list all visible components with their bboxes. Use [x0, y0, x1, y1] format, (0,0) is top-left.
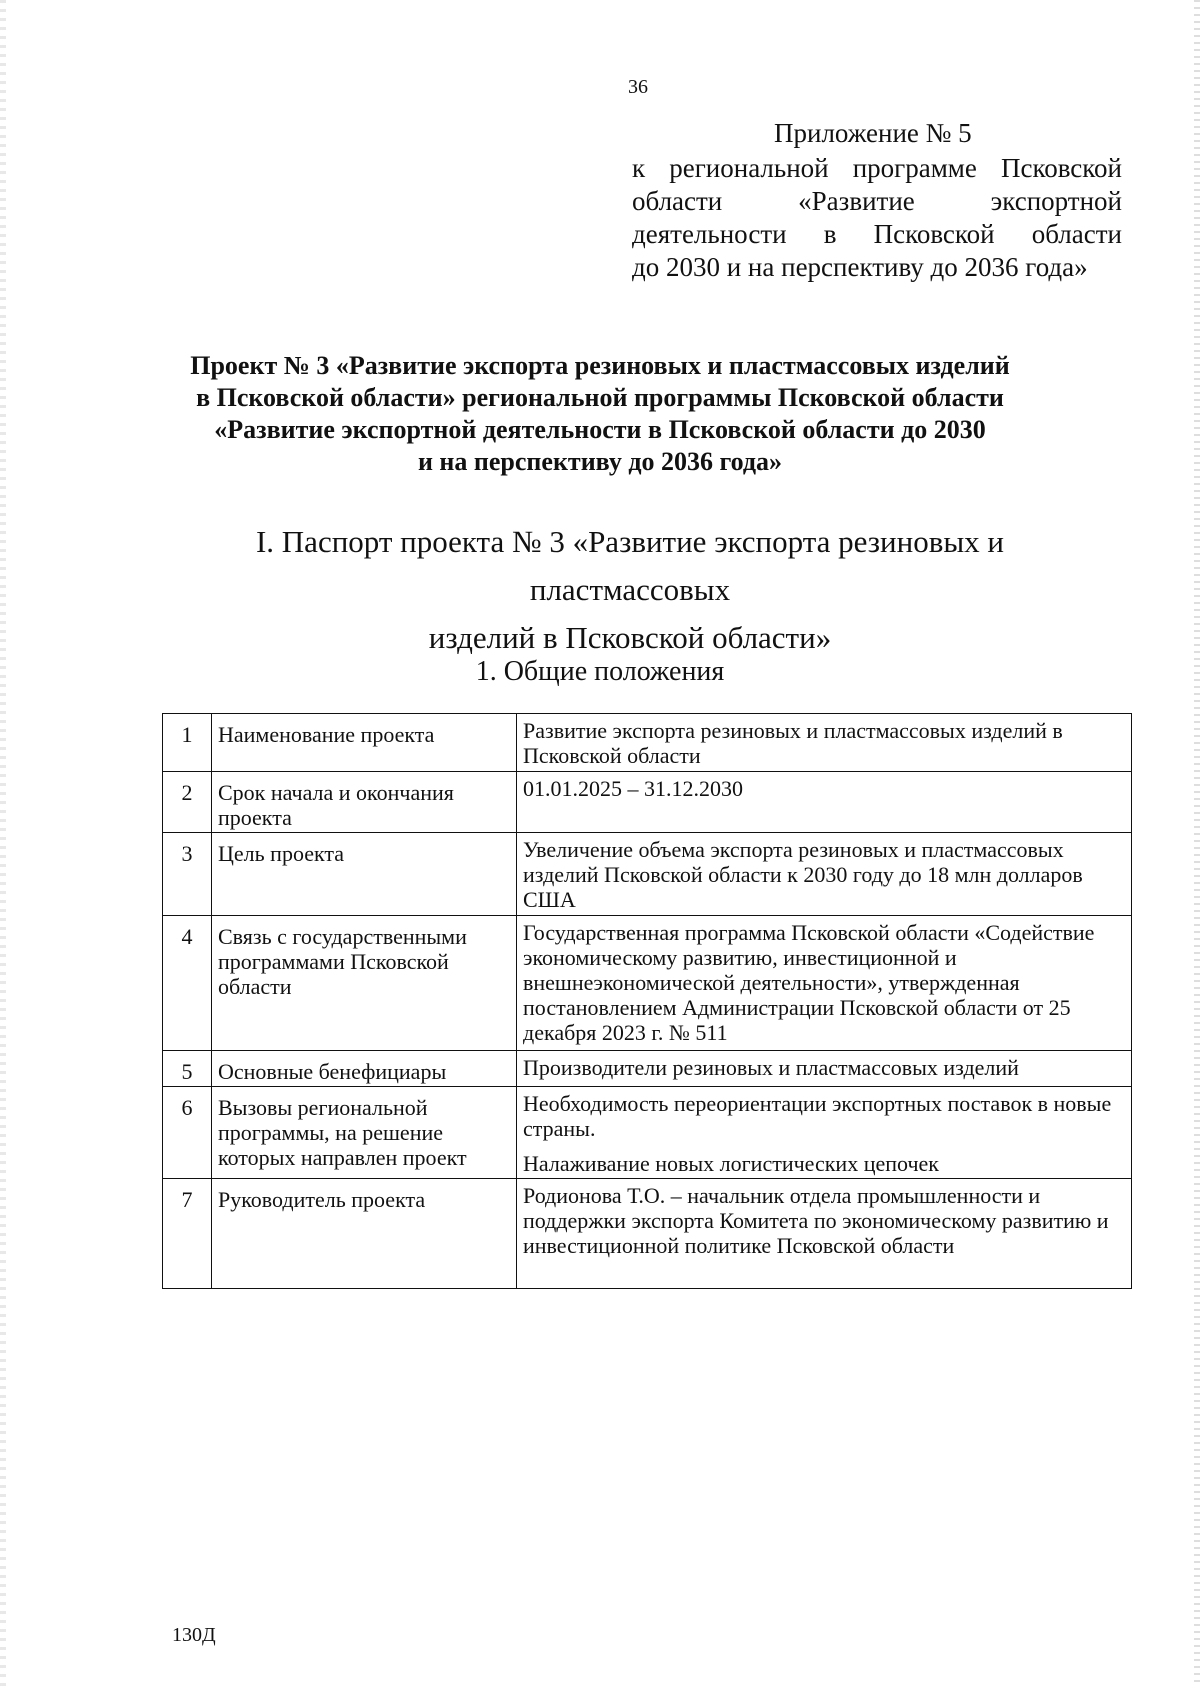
appendix-line: до 2030 и на перспективу до 2036 года»	[632, 252, 1088, 282]
scan-edge-left	[0, 0, 6, 1686]
row-label: Цель проекта	[212, 833, 517, 916]
row-label: Наименование проекта	[212, 714, 517, 772]
appendix-caption	[632, 152, 1122, 284]
row-value	[517, 772, 1132, 833]
page-number: 36	[628, 76, 648, 98]
passport-heading	[160, 518, 1100, 662]
row-value-text: Развитие экспорта резиновых и пластмассовых изделий в Псковской области	[523, 718, 1063, 768]
table-row	[163, 1051, 1132, 1087]
row-label: Срок начала и окончания проекта	[212, 772, 517, 833]
passport-heading-line: изделий в Псковской области»	[428, 620, 832, 655]
project-heading-line: и на перспективу до 2036 года»	[417, 447, 783, 476]
row-value	[517, 1051, 1132, 1087]
appendix-title: Приложение № 5	[774, 118, 972, 148]
row-value-text: Производители резиновых и пластмассовых изделий	[523, 1055, 1019, 1080]
document-code: 130Д	[172, 1624, 216, 1646]
row-value	[517, 833, 1132, 916]
appendix-line: области «Развитие экспортной	[632, 186, 1122, 216]
row-number: 7	[163, 1179, 212, 1289]
scan-edge-right	[1194, 0, 1200, 1686]
row-number: 3	[163, 833, 212, 916]
row-value-text: Налаживание новых логистических цепочек	[523, 1151, 939, 1176]
row-label: Связь с государственными программами Псковской области	[212, 916, 517, 1051]
table-row	[163, 772, 1132, 833]
row-value	[517, 1087, 1132, 1179]
project-heading-line: в Псковской области» региональной программы Псковской области	[196, 383, 1004, 412]
row-value-text: Родионова Т.О. – начальник отдела промышленности и поддержки экспорта Комитета по экономическому развитию и инвестиционной политике Псковской области	[523, 1183, 1109, 1258]
project-heading-line: Проект № 3 «Развитие экспорта резиновых и пластмассовых изделий	[190, 351, 1010, 380]
row-value	[517, 714, 1132, 772]
table-row	[163, 833, 1132, 916]
row-number: 1	[163, 714, 212, 772]
row-value-text: Государственная программа Псковской области «Содействие экономическому развитию, инвестиционной и внешнеэкономической деятельности», утвержденная постановлением Администрации Псковской области от 25 декабря 2023 г. № 511	[523, 920, 1095, 1045]
row-value	[517, 916, 1132, 1051]
appendix-line: деятельности в Псковской области	[632, 219, 1122, 249]
row-label: Основные бенефициары	[212, 1051, 517, 1087]
table-row	[163, 1179, 1132, 1289]
row-number: 2	[163, 772, 212, 833]
project-heading-line: «Развитие экспортной деятельности в Псковской области до 2030	[214, 415, 986, 444]
table-row	[163, 1087, 1132, 1179]
row-value-text: 01.01.2025 – 31.12.2030	[523, 776, 743, 801]
table-row	[163, 916, 1132, 1051]
row-value-text: Необходимость переориентации экспортных поставок в новые страны.	[523, 1091, 1112, 1141]
appendix-line: к региональной программе Псковской	[632, 153, 1122, 183]
row-number: 6	[163, 1087, 212, 1179]
table-row	[163, 714, 1132, 772]
project-heading	[150, 350, 1050, 478]
row-number: 4	[163, 916, 212, 1051]
general-provisions-table	[162, 713, 1132, 1289]
row-label: Руководитель проекта	[212, 1179, 517, 1289]
passport-heading-line: I. Паспорт проекта № 3 «Развитие экспорта резиновых и пластмассовых	[255, 524, 1005, 607]
row-number: 5	[163, 1051, 212, 1087]
section-heading: 1. Общие положения	[475, 656, 725, 687]
row-value	[517, 1179, 1132, 1289]
row-value-text: Увеличение объема экспорта резиновых и пластмассовых изделий Псковской области к 2030 году до 18 млн долларов США	[523, 837, 1083, 912]
row-label: Вызовы региональной программы, на решение которых направлен проект	[212, 1087, 517, 1179]
